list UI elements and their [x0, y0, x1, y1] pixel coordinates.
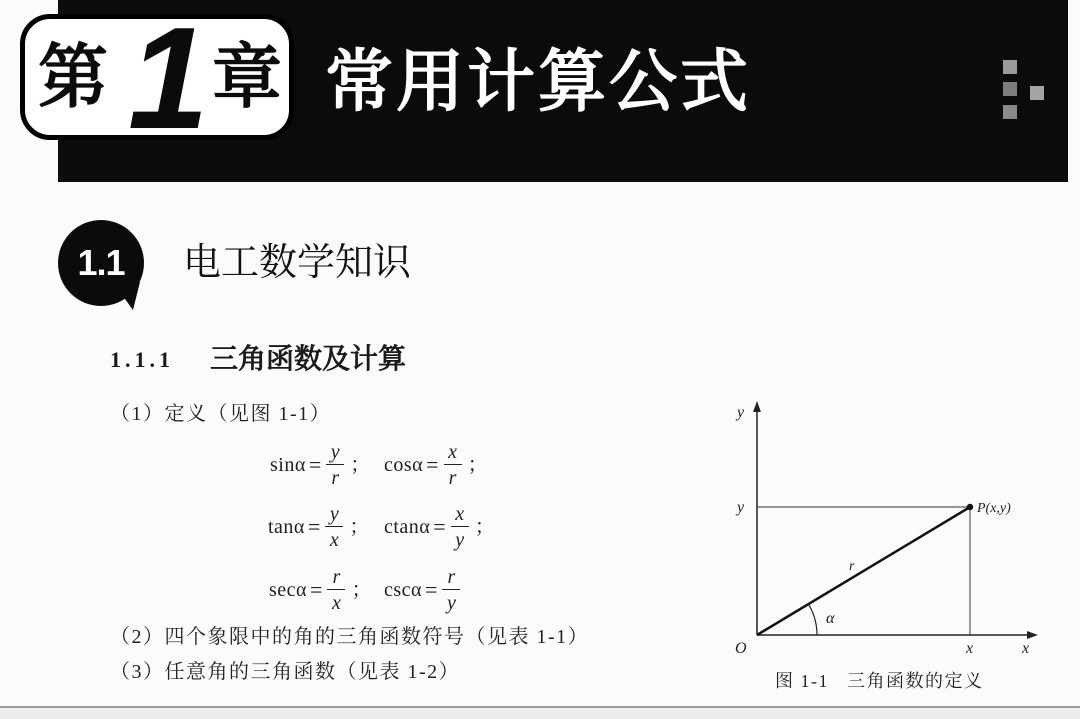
fraction-denominator: x: [331, 592, 341, 614]
formula-tan: [268, 504, 369, 550]
page-bottom-band: [0, 708, 1080, 719]
fraction-numerator: x: [451, 504, 469, 527]
function-name: sinα: [270, 454, 306, 476]
y-axis-label: y: [737, 404, 745, 421]
equals-sign: =: [426, 452, 439, 477]
decor-square: [1003, 60, 1017, 74]
formula-ctan: [384, 504, 495, 550]
y-value-label: y: [737, 499, 745, 516]
angle-arc: [808, 604, 817, 635]
function-name: cosα: [384, 454, 424, 476]
separator: ；: [351, 579, 372, 601]
y-axis-arrow-icon: [753, 401, 761, 412]
fraction-denominator: y: [455, 529, 465, 551]
chapter-number: 1: [128, 0, 209, 159]
fraction: [442, 567, 460, 613]
trig-definition-figure: [720, 395, 1040, 660]
chapter-title: 常用计算公式: [325, 44, 752, 120]
fraction-numerator: r: [442, 567, 460, 590]
section-badge: [58, 220, 144, 306]
subsection-number: 1.1.1: [110, 347, 174, 372]
list-item-quadrant-signs: （2）四个象限中的角的三角函数符号（见表 1-1）: [110, 626, 590, 648]
fraction: [451, 504, 469, 550]
function-name: tanα: [268, 516, 305, 538]
formula-cos: [384, 442, 488, 488]
radius-line: [757, 507, 970, 635]
formula-csc: [384, 567, 462, 613]
equals-sign: =: [310, 577, 323, 602]
decor-square: [1003, 105, 1017, 119]
fraction-numerator: y: [326, 442, 344, 465]
subsection-title: 三角函数及计算: [210, 344, 407, 375]
formula-sin: [270, 442, 370, 488]
chapter-prefix: 第: [38, 38, 108, 116]
function-name: ctanα: [384, 516, 431, 538]
formula-sec: [269, 567, 371, 613]
fraction: [444, 442, 462, 488]
separator: ；: [350, 454, 371, 476]
equals-sign: =: [308, 452, 322, 477]
point-p: [967, 504, 973, 510]
fraction-numerator: y: [325, 504, 343, 527]
decor-square: [1003, 82, 1017, 96]
equals-sign: =: [433, 514, 446, 539]
separator: ；: [349, 516, 370, 538]
list-item-definition: （1）定义（见图 1-1）: [110, 403, 332, 425]
section-number: 1.1: [77, 242, 125, 283]
fraction: [326, 442, 344, 488]
point-label: P(x,y): [977, 501, 1011, 516]
fraction-denominator: x: [329, 529, 339, 551]
fraction-numerator: x: [444, 442, 462, 465]
section-title: 电工数学知识: [183, 242, 412, 284]
origin-label: O: [735, 640, 747, 657]
radius-label: r: [849, 559, 855, 574]
function-name: secα: [269, 579, 308, 601]
x-value-label: x: [966, 640, 974, 657]
separator: ；: [467, 454, 488, 476]
fraction: [325, 504, 343, 550]
angle-label: α: [826, 610, 835, 627]
equals-sign: =: [425, 577, 438, 602]
fraction-numerator: r: [327, 567, 345, 590]
decor-square: [1030, 86, 1044, 100]
list-item-arbitrary-angle: （3）任意角的三角函数（见表 1-2）: [110, 661, 461, 683]
equals-sign: =: [307, 514, 321, 539]
separator: ；: [474, 516, 495, 538]
x-axis-label: x: [1022, 640, 1030, 657]
function-name: cscα: [384, 579, 423, 601]
fraction-denominator: r: [448, 467, 457, 489]
chapter-suffix: 章: [212, 38, 282, 116]
x-axis-arrow-icon: [1027, 631, 1038, 639]
fraction: [327, 567, 345, 613]
fraction-denominator: y: [446, 592, 456, 614]
fraction-denominator: r: [331, 467, 340, 489]
figure-caption: 图 1-1 三角函数的定义: [775, 671, 984, 691]
